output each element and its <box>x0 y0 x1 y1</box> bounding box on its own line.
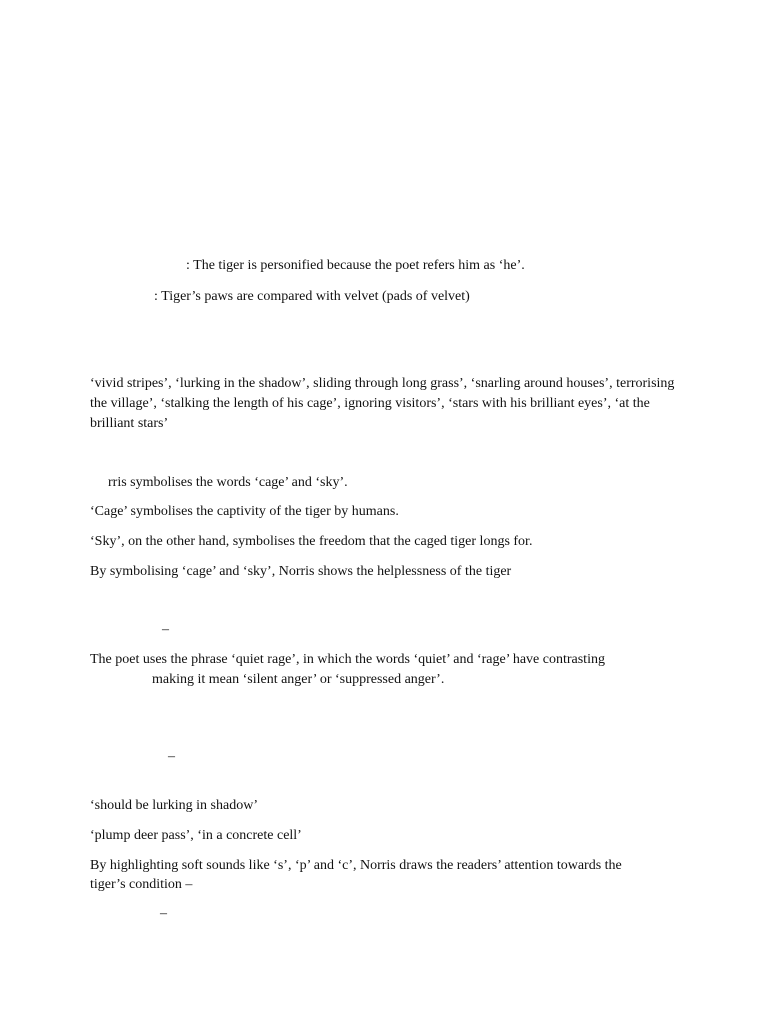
symbolism-sky-line: ‘Sky’, on the other hand, symbolises the freedom that the caged tiger longs for. <box>90 534 533 549</box>
oxymoron-line-2: making it mean ‘silent anger’ or ‘suppressed anger’. <box>152 672 445 687</box>
oxymoron-line-1: The poet uses the phrase ‘quiet rage’, in which the words ‘quiet’ and ‘rage’ have contrasting <box>90 652 605 667</box>
dash-mark: – <box>160 906 167 921</box>
dash-mark: – <box>162 622 169 637</box>
imagery-paragraph: ‘vivid stripes’, ‘lurking in the shadow’, sliding through long grass’, ‘snarling around houses’, terrorising the village’, ‘stalking the length of his cage’, ignoring visitors’, ‘stars with his brilliant eyes’, ‘at the brilliant stars’ <box>90 376 675 431</box>
personification-line: : The tiger is personified because the poet refers him as ‘he’. <box>186 258 525 273</box>
symbolism-conclusion-line: By symbolising ‘cage’ and ‘sky’, Norris shows the helplessness of the tiger <box>90 564 512 579</box>
alliteration-example-1: ‘should be lurking in shadow’ <box>90 798 258 813</box>
metaphor-line: : Tiger’s paws are compared with velvet (pads of velvet) <box>154 289 470 304</box>
dash-mark: – <box>168 749 175 764</box>
alliteration-line-1: By highlighting soft sounds like ‘s’, ‘p’ and ‘c’, Norris draws the readers’ attention towards the <box>90 858 622 873</box>
alliteration-line-2: tiger’s condition – <box>90 877 193 892</box>
symbolism-cage-line: ‘Cage’ symbolises the captivity of the tiger by humans. <box>90 504 399 519</box>
alliteration-example-2: ‘plump deer pass’, ‘in a concrete cell’ <box>90 828 302 843</box>
symbolism-intro: rris symbolises the words ‘cage’ and ‘sky’. <box>108 475 348 490</box>
